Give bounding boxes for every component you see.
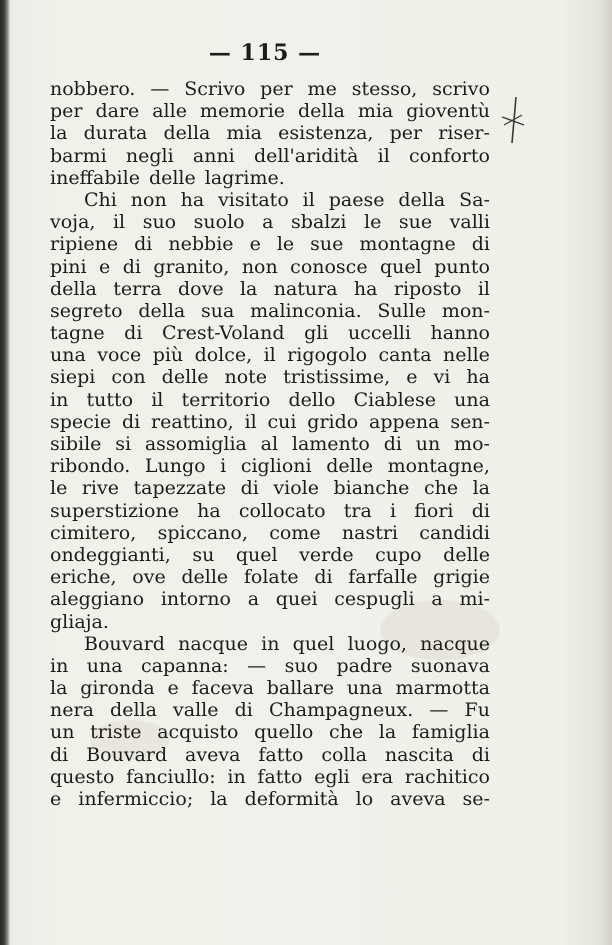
word: di: [383, 433, 402, 455]
word: sua: [201, 299, 235, 322]
text-line: [50, 500, 490, 522]
word: granito,: [153, 255, 230, 278]
word: farfalle: [348, 566, 418, 589]
word: voce: [97, 344, 142, 367]
word: di: [471, 743, 490, 766]
word: Sulle: [377, 299, 427, 322]
word: capanna:: [141, 654, 229, 677]
word: canta: [378, 344, 432, 367]
text-line: [50, 522, 490, 544]
word: il: [263, 344, 276, 367]
text-line: [50, 655, 490, 677]
word: il: [477, 277, 490, 300]
word: che: [329, 721, 364, 744]
word: stesso,: [351, 78, 418, 100]
word: dolce,: [194, 344, 253, 367]
word: mia: [357, 100, 394, 123]
word: di: [314, 566, 333, 589]
body-text: [50, 78, 490, 810]
word: mi-: [459, 588, 490, 611]
word: aveva: [185, 743, 241, 766]
word: mia: [226, 122, 262, 145]
word: malinconia.: [250, 299, 362, 322]
word: folate: [243, 566, 299, 589]
word: ove: [132, 566, 166, 589]
word: infermiccio;: [78, 788, 194, 810]
text-line: [50, 588, 490, 610]
word: ha: [180, 188, 205, 211]
word: intorno: [160, 588, 231, 611]
word: territorio: [181, 388, 271, 411]
word: di: [50, 743, 69, 766]
word: al: [260, 433, 279, 455]
word: rive: [81, 477, 119, 500]
word: rachitico: [404, 765, 490, 788]
word: hanno: [430, 322, 490, 345]
word: si: [115, 433, 132, 455]
word: anni: [192, 144, 235, 167]
word: conosce: [290, 255, 368, 278]
word: cimitero,: [50, 521, 137, 544]
word: gli: [304, 322, 329, 345]
word: padre: [336, 654, 393, 677]
word: il: [377, 144, 390, 167]
text-line: [50, 300, 490, 322]
word: riser-: [438, 122, 490, 145]
word: fiori: [414, 499, 454, 522]
word: le: [50, 477, 68, 500]
word: faceva: [191, 677, 254, 700]
word: ballare: [266, 677, 335, 700]
word: voja,: [50, 211, 96, 234]
word: una: [454, 388, 490, 411]
word: triste: [90, 721, 142, 744]
word: sbalzi: [291, 211, 347, 234]
word: ha: [466, 366, 490, 389]
word: Scrivo: [184, 78, 246, 100]
word: un: [50, 721, 75, 744]
word: tristissime,: [283, 366, 391, 389]
word: collocato: [238, 499, 326, 522]
word: della: [110, 699, 157, 722]
word: Chi: [84, 188, 117, 211]
word: Fu: [464, 699, 490, 722]
text-line: [50, 677, 490, 699]
word: il: [112, 211, 126, 234]
word: di: [471, 233, 490, 256]
word: ha: [197, 499, 221, 522]
word: tutto: [86, 388, 134, 411]
word: più: [152, 344, 184, 367]
word: memorie: [199, 100, 286, 123]
word: delle: [181, 566, 229, 589]
word: Ciablese: [353, 388, 436, 411]
word: ciglioni: [240, 455, 312, 478]
word: aleggiano: [50, 588, 145, 611]
word: dello: [288, 388, 336, 411]
word: valle: [173, 699, 219, 722]
text-line: [50, 256, 490, 278]
word: le: [276, 233, 295, 256]
word: delle: [161, 366, 209, 389]
word: in: [261, 632, 280, 655]
word: il: [302, 188, 315, 211]
word: nascita: [384, 743, 454, 766]
word: a: [431, 588, 443, 611]
text-line: [50, 744, 490, 766]
word: della: [398, 188, 446, 211]
word: su: [192, 543, 215, 566]
word: egli: [314, 765, 350, 788]
word: fatto: [257, 765, 303, 788]
word: per: [260, 78, 293, 100]
text-line: [50, 721, 490, 743]
word: lamento: [291, 433, 370, 455]
word: mon-: [441, 299, 490, 322]
word: ha: [353, 277, 378, 300]
word: della: [138, 299, 186, 322]
word: bianche: [333, 477, 410, 500]
word: in: [227, 765, 246, 788]
word: a: [262, 211, 274, 234]
text-line: [50, 389, 490, 411]
word: la: [378, 721, 397, 744]
word: dare: [95, 100, 140, 123]
word: alle: [152, 100, 187, 123]
word: le: [364, 211, 382, 234]
text-line: [50, 477, 490, 499]
word: della: [163, 122, 211, 145]
word: ineffabile: [50, 166, 140, 189]
word: a: [247, 588, 260, 611]
word: nobbero.: [50, 78, 136, 100]
word: e: [99, 255, 111, 278]
word: non: [241, 255, 278, 278]
word: cui: [267, 410, 297, 433]
text-line: [50, 411, 490, 433]
word: era: [361, 765, 394, 788]
text-line: [50, 633, 490, 655]
word: lagrime.: [204, 166, 285, 189]
text-line: [50, 366, 490, 388]
word: acquisto: [157, 721, 239, 744]
word: dell'aridità: [253, 144, 359, 167]
word: una: [86, 654, 123, 677]
word: la: [50, 677, 68, 700]
word: mo-: [454, 433, 490, 455]
word: paese: [328, 188, 385, 211]
word: il: [244, 410, 257, 433]
word: terra: [113, 277, 162, 300]
text-line: [50, 122, 490, 144]
word: in: [50, 388, 69, 411]
word: Lungo: [144, 455, 206, 478]
page-number: — 115 —: [208, 40, 322, 66]
word: siepi: [50, 366, 96, 389]
word: famiglia: [411, 721, 490, 744]
word: Bouvard: [84, 632, 165, 655]
word: nastri: [341, 521, 398, 544]
word: di: [234, 699, 253, 722]
word: questo: [50, 765, 115, 788]
word: non: [130, 188, 167, 211]
word: suo: [142, 211, 177, 234]
word: nera: [50, 699, 94, 722]
word: di: [121, 410, 141, 433]
word: per: [389, 122, 423, 145]
word: nacque: [178, 632, 248, 655]
word: Bouvard: [86, 743, 168, 766]
text-line: [50, 211, 490, 233]
word: quel: [235, 543, 278, 566]
word: della: [50, 277, 97, 300]
word: e: [249, 233, 261, 256]
text-line: [50, 433, 490, 455]
word: barmi: [50, 144, 107, 167]
text-line: [50, 145, 490, 167]
word: tagne: [50, 322, 105, 345]
word: valli: [449, 211, 490, 234]
word: sibile: [50, 433, 102, 455]
word: quel: [292, 632, 335, 655]
text-line: [50, 189, 490, 211]
word: di: [240, 477, 259, 500]
word: come: [269, 521, 321, 544]
word: eriche,: [50, 566, 117, 589]
word: una: [346, 677, 383, 700]
word: la: [210, 788, 228, 810]
word: me: [307, 78, 337, 100]
word: nelle: [443, 344, 490, 367]
word: specie: [50, 410, 112, 433]
word: conforto: [409, 144, 490, 167]
word: la: [472, 477, 490, 500]
word: e: [167, 677, 179, 700]
word: negli: [125, 144, 174, 167]
word: delle: [326, 455, 374, 478]
word: deformità: [244, 788, 339, 810]
word: che: [423, 477, 459, 500]
word: e: [406, 366, 418, 389]
word: grido: [307, 410, 359, 433]
text-line: [50, 699, 490, 721]
word: Champagneux.: [269, 699, 414, 722]
word: cespugli: [334, 588, 415, 611]
word: esistenza,: [278, 122, 374, 145]
word: delle: [148, 166, 196, 189]
binding-edge: [0, 0, 10, 945]
word: scrivo: [432, 78, 490, 100]
word: ripiene: [50, 233, 119, 256]
word: i: [389, 499, 397, 522]
text-line: [50, 167, 490, 189]
word: segreto: [50, 299, 123, 322]
text-line: [50, 278, 490, 300]
word: —: [429, 699, 449, 722]
word: in: [50, 654, 69, 677]
word: uccelli: [347, 322, 411, 345]
word: viole: [273, 477, 319, 500]
word: vi: [433, 366, 451, 389]
word: la: [239, 277, 258, 300]
word: Sa-: [459, 188, 490, 211]
text-line: [50, 544, 490, 566]
text-line: [50, 788, 490, 810]
word: quei: [275, 588, 318, 611]
word: montagne: [359, 233, 456, 256]
word: gliaja.: [50, 610, 109, 633]
word: nacque: [420, 632, 490, 655]
word: appena: [369, 410, 440, 433]
word: ribondo.: [50, 455, 131, 478]
word: di: [122, 255, 141, 278]
word: gioventù: [406, 100, 490, 123]
word: visitato: [218, 188, 289, 211]
word: Crest-Voland: [161, 322, 285, 345]
word: superstizione: [50, 499, 179, 522]
word: se-: [462, 788, 490, 810]
word: quello: [254, 721, 314, 744]
word: marmotta: [395, 677, 490, 700]
word: rigogolo: [287, 344, 368, 367]
word: un: [415, 433, 441, 455]
word: i: [220, 455, 227, 478]
word: per: [50, 100, 83, 123]
word: dove: [177, 277, 224, 300]
word: reattino,: [151, 410, 234, 433]
word: lo: [355, 788, 374, 810]
text-line: [50, 344, 490, 366]
text-line: [50, 78, 490, 100]
word: verde: [299, 543, 354, 566]
word: suolo: [193, 211, 245, 234]
text-line: [50, 611, 490, 633]
word: candidi: [419, 521, 490, 544]
word: delle: [443, 543, 490, 566]
word: grigie: [433, 566, 490, 589]
word: assomiglia: [144, 433, 247, 455]
word: sen-: [450, 410, 490, 433]
word: gironda: [80, 677, 155, 700]
word: —: [150, 78, 170, 100]
word: luogo,: [347, 632, 407, 655]
word: riposto: [393, 277, 462, 300]
word: —: [247, 654, 267, 677]
text-line: [50, 233, 490, 255]
word: aveva: [390, 788, 446, 810]
text-line: [50, 566, 490, 588]
text-line: [50, 322, 490, 344]
word: pini: [50, 255, 87, 278]
word: della: [298, 100, 345, 123]
word: la: [50, 122, 68, 145]
word: spiccano,: [157, 521, 248, 544]
word: note: [224, 366, 268, 389]
word: con: [111, 366, 146, 389]
word: suo: [284, 654, 318, 677]
word: fatto: [258, 743, 304, 766]
word: tapezzate: [133, 477, 227, 500]
text-line: [50, 100, 490, 122]
word: quel: [380, 255, 422, 278]
word: una: [50, 344, 86, 367]
text-line: [50, 766, 490, 788]
word: di: [134, 233, 153, 256]
word: punto: [434, 255, 490, 278]
text-line: [50, 455, 490, 477]
word: tra: [343, 499, 372, 522]
word: natura: [273, 277, 338, 300]
word: cupo: [375, 543, 422, 566]
word: fanciullo:: [126, 765, 216, 788]
word: montagne,: [387, 455, 490, 478]
word: nebbie: [168, 233, 234, 256]
word: sue: [398, 211, 433, 234]
word: suonava: [410, 654, 490, 677]
word: di: [124, 322, 143, 345]
word: di: [471, 499, 490, 522]
word: e: [50, 788, 62, 810]
word: durata: [83, 122, 148, 145]
word: ondeggianti,: [50, 543, 171, 566]
word: il: [151, 388, 164, 411]
word: colla: [321, 743, 367, 766]
margin-pen-mark: [500, 95, 526, 145]
word: sue: [310, 233, 344, 256]
